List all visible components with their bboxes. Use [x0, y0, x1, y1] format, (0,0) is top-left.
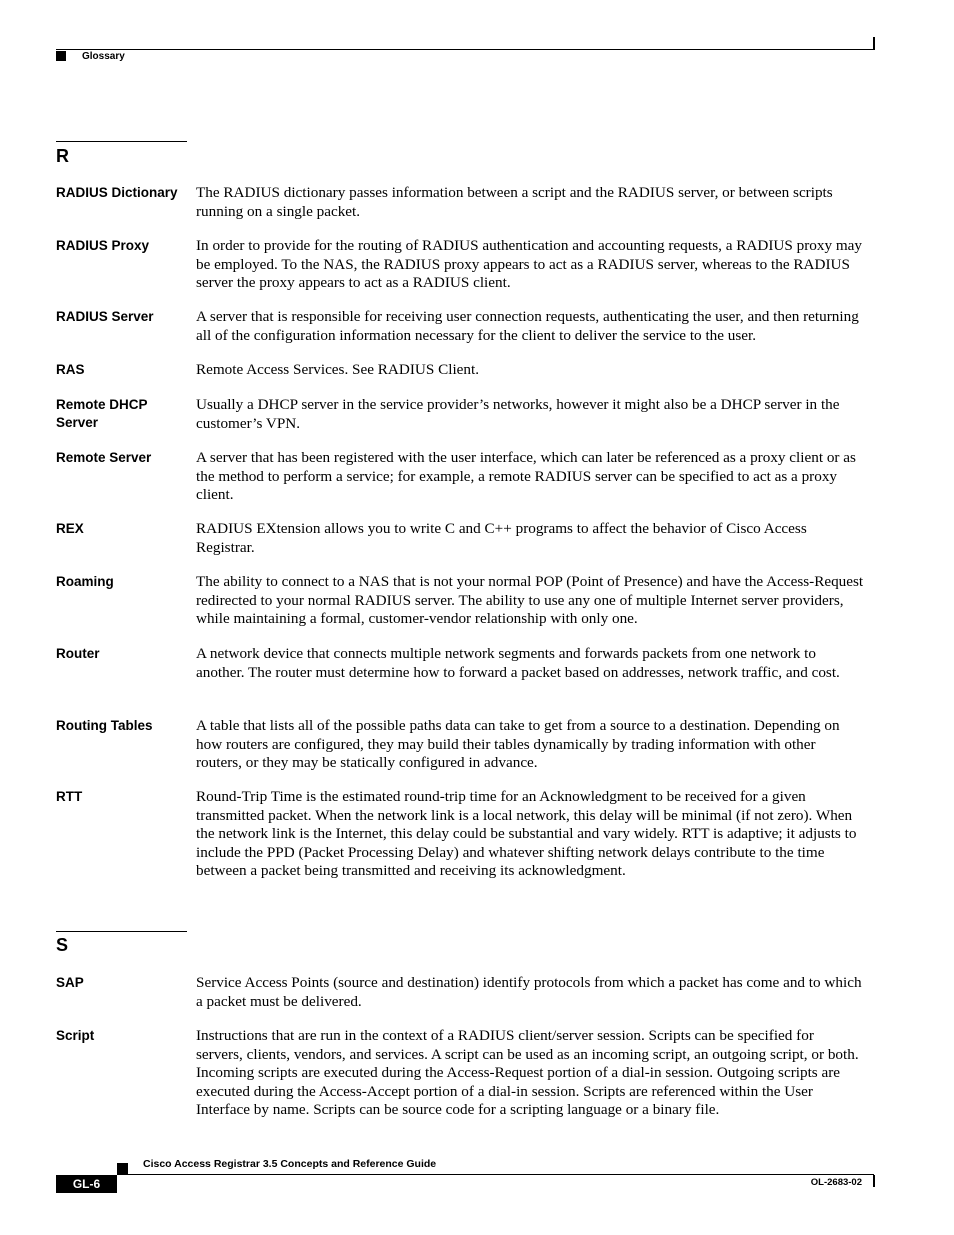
- glossary-term: Router: [56, 646, 100, 661]
- glossary-definition: A network device that connects multiple network segments and forwards packets from one network to another. The router must determine how to forward a packet based on addresses, network traffic, and cost.: [196, 645, 840, 681]
- glossary-term: Remote Server: [56, 450, 152, 465]
- glossary-definition: The ability to connect to a NAS that is not your normal POP (Point of Presence) and have the Access-Request redirected to your normal RADIUS server. The ability to use any one of multiple Internet server providers, while maintaining a formal, customer-vendor relationship with only one.: [196, 573, 864, 628]
- glossary-term: Routing Tables: [56, 718, 153, 733]
- footer-tick: [873, 1175, 875, 1187]
- glossary-term: RADIUS Server: [56, 309, 154, 324]
- running-header: Glossary: [82, 51, 125, 62]
- glossary-term: RADIUS Dictionary: [56, 185, 178, 200]
- glossary-term: RADIUS Proxy: [56, 238, 150, 253]
- header-tick: [873, 37, 875, 50]
- glossary-term: SAP: [56, 975, 84, 990]
- glossary-term: Roaming: [56, 574, 114, 589]
- footer-guide-title: Cisco Access Registrar 3.5 Concepts and Reference Guide: [143, 1158, 437, 1170]
- glossary-term: RTT: [56, 789, 83, 804]
- glossary-definition: Round-Trip Time is the estimated round-trip time for an Acknowledgment to be received for a given transmitted packet. When the network link is a local network, this delay will be minimal (if not zero). When the network link is the Internet, this delay could be substantial and vary widely. RTT is adaptive; it adjusts to include the PPD (Packet Processing Delay) and whatever shifting network delays contribute to the time between a packet being transmitted and receiving its acknowledgment.: [196, 788, 857, 880]
- header-marker: [56, 51, 66, 61]
- glossary-definition: In order to provide for the routing of RADIUS authentication and accounting requests, a RADIUS proxy may be employed. To the NAS, the RADIUS proxy appears to act as a RADIUS server, whereas to the RADIUS server the proxy appears to act as a RADIUS client.: [196, 237, 862, 292]
- glossary-term: REX: [56, 521, 84, 536]
- section-heading-r: R: [56, 146, 69, 166]
- glossary-term: Remote DHCP Server: [56, 397, 148, 430]
- section-rule-s: [56, 931, 187, 932]
- page-number: GL-6: [56, 1175, 117, 1193]
- section-rule-r: [56, 141, 187, 142]
- header-rule: [56, 49, 874, 50]
- glossary-definition: Instructions that are run in the context of a RADIUS client/server session. Scripts can be specified for servers, clients, vendors, and services. A script can be used as an incoming script, an outgoing script, or both. Incoming scripts are executed during the Access-Request portion of a dial-in session. Outgoing scripts are executed during the Access-Accept portion of a dial-in session. Scripts are referenced within the User Interface by name. Scripts can be source code for a scripting language or a binary file.: [196, 1027, 859, 1119]
- footer-marker: [117, 1163, 128, 1174]
- glossary-definition: The RADIUS dictionary passes information between a script and the RADIUS server, or between scripts running on a single packet.: [196, 184, 833, 220]
- document-number: OL-2683-02: [810, 1177, 862, 1188]
- glossary-term: Script: [56, 1028, 95, 1043]
- glossary-definition: Service Access Points (source and destination) identify protocols from which a packet has come and to which a packet must be delivered.: [196, 974, 862, 1010]
- glossary-definition: Usually a DHCP server in the service provider’s networks, however it might also be a DHCP server in the customer’s VPN.: [196, 396, 840, 432]
- glossary-definition: A server that has been registered with the user interface, which can later be referenced as a proxy client or as the method to perform a service; for example, a remote RADIUS server can be specified to act as a proxy client.: [196, 449, 856, 504]
- footer-rule: [117, 1174, 874, 1175]
- glossary-term: RAS: [56, 362, 85, 377]
- glossary-definition: A server that is responsible for receiving user connection requests, authenticating the user, and then returning all of the configuration information necessary for the client to deliver the service to the user.: [196, 308, 859, 344]
- section-heading-s: S: [56, 935, 69, 955]
- glossary-definition: A table that lists all of the possible paths data can take to get from a source to a destination. Depending on how routers are configured, they may build their tables dynamically by trading information with other routers, or they may be statically configured in advance.: [196, 717, 840, 772]
- glossary-definition: Remote Access Services. See RADIUS Client.: [196, 361, 480, 378]
- glossary-definition: RADIUS EXtension allows you to write C and C++ programs to affect the behavior of Cisco Access Registrar.: [196, 520, 807, 556]
